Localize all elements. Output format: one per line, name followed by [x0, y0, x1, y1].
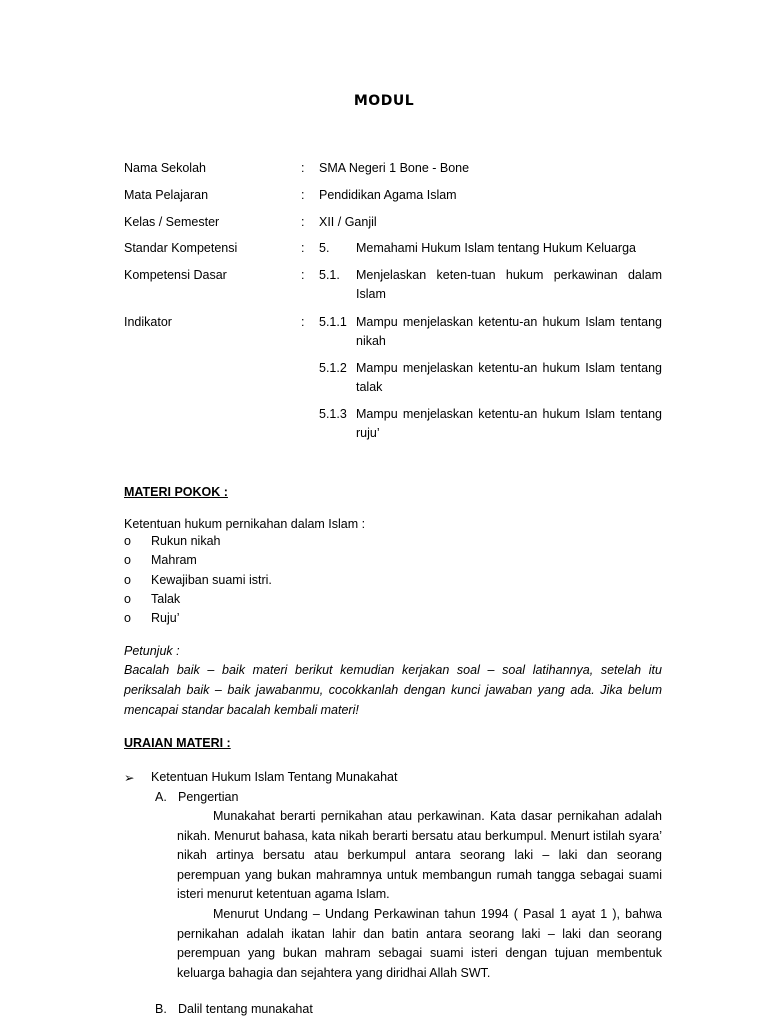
- bullet-icon: o: [124, 573, 131, 587]
- paragraph-1-text: Munakahat berarti pernikahan atau perkawinan. Kata dasar pernikahan adalah nikah. Menurut bahasa, kata nikah berarti bersatu atau berkumpul. Menurt istilah syara’ nikah artinya bersatu atau berkumpul antara seorang laki – laki dan seorang perempuan yang bukan mahramnya untuk membangun rumah tangga sebagai suami isteri menurut ketentuan agama Islam.: [177, 809, 662, 901]
- section-b-label: B.: [155, 1002, 167, 1016]
- info-value: SMA Negeri 1 Bone - Bone: [319, 161, 470, 175]
- paragraph-1: [177, 807, 662, 905]
- topic-title: Ketentuan Hukum Islam Tentang Munakahat: [151, 770, 398, 784]
- bullet-icon: o: [124, 592, 131, 606]
- info-colon: :: [301, 268, 305, 282]
- uraian-heading: URAIAN MATERI :: [124, 736, 231, 750]
- info-label: Indikator: [124, 315, 172, 329]
- info-number: 5.1.2: [319, 361, 347, 375]
- info-colon: :: [301, 215, 305, 229]
- info-text: Mampu menjelaskan ketentu-an hukum Islam tentang talak: [356, 361, 662, 394]
- list-item-text: Rukun nikah: [151, 534, 221, 548]
- list-item-text: Talak: [151, 592, 181, 606]
- info-number: 5.1.3: [319, 407, 347, 421]
- page-title: MODUL: [353, 93, 415, 109]
- info-label: Standar Kompetensi: [124, 241, 238, 255]
- arrow-bullet-icon: ➢: [124, 771, 135, 785]
- info-text: Mampu menjelaskan ketentu-an hukum Islam tentang ruju’: [356, 407, 662, 440]
- paragraph-2: [177, 905, 662, 983]
- info-value: Pendidikan Agama Islam: [319, 188, 457, 202]
- info-label: Mata Pelajaran: [124, 188, 209, 202]
- petunjuk-label: Petunjuk :: [124, 644, 180, 658]
- info-text: Mampu menjelaskan ketentu-an hukum Islam tentang nikah: [356, 315, 662, 348]
- info-number: 5.: [319, 241, 330, 255]
- info-colon: :: [301, 161, 305, 175]
- info-text: Menjelaskan keten-tuan hukum perkawinan dalam Islam: [356, 268, 662, 301]
- info-text: Memahami Hukum Islam tentang Hukum Keluarga: [356, 241, 636, 255]
- info-value: XII / Ganjil: [319, 215, 377, 229]
- list-item-text: Kewajiban suami istri.: [151, 573, 272, 587]
- list-item-text: Mahram: [151, 553, 197, 567]
- info-label: Kelas / Semester: [124, 215, 220, 229]
- section-a-title: Pengertian: [178, 790, 239, 804]
- paragraph-2-text: Menurut Undang – Undang Perkawinan tahun 1994 ( Pasal 1 ayat 1 ), bahwa pernikahan adalah ikatan lahir dan batin antara seorang laki – laki dan seorang perempuan yang bukan mahram sebagai suami isteri dengan tujuan membentuk keluarga bahagia dan sejahtera yang diridhai Allah SWT.: [177, 907, 662, 980]
- info-colon: :: [301, 315, 305, 329]
- petunjuk-text: Bacalah baik – baik materi berikut kemudian kerjakan soal – soal latihannya, setelah itu periksalah baik – baik jawabanmu, cocokkanlah dengan kunci jawaban yang ada. Jika belum mencapai standar bacalah kembali materi!: [124, 663, 662, 717]
- section-a-label: A.: [155, 790, 167, 804]
- info-label: Nama Sekolah: [124, 161, 206, 175]
- list-item-text: Ruju’: [151, 611, 180, 625]
- bullet-icon: o: [124, 534, 131, 548]
- section-b-title: Dalil tentang munakahat: [178, 1002, 313, 1016]
- info-colon: :: [301, 241, 305, 255]
- info-number: 5.1.: [319, 268, 340, 282]
- bullet-icon: o: [124, 553, 131, 567]
- info-label: Kompetensi Dasar: [124, 268, 227, 282]
- materi-intro: Ketentuan hukum pernikahan dalam Islam :: [124, 517, 366, 531]
- info-colon: :: [301, 188, 305, 202]
- info-number: 5.1.1: [319, 315, 347, 329]
- materi-heading: MATERI POKOK :: [124, 485, 228, 499]
- bullet-icon: o: [124, 611, 131, 625]
